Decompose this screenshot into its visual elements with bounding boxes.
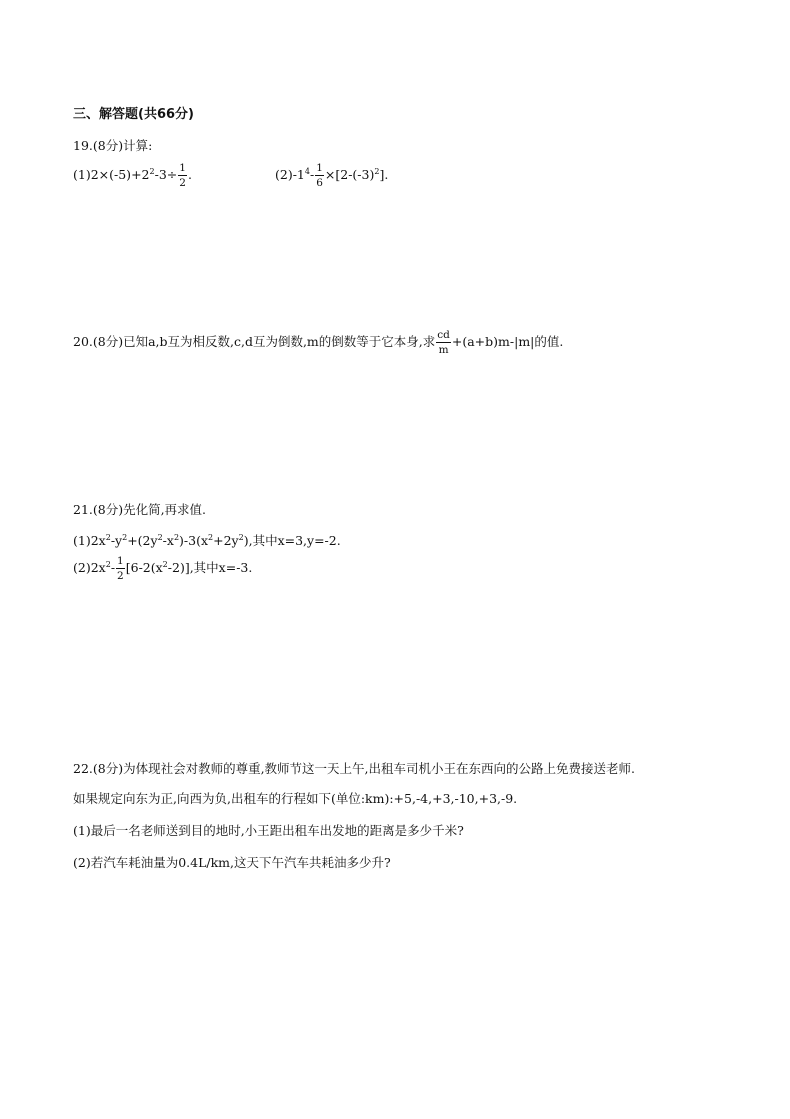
question-21-part-1: $(1)2x^2-y^2+(2y^2-x^2)-3(x^2+2y^2)$,其中x=3,y=-2. [73,533,341,548]
fraction: $\frac{1}{2}$ [117,555,124,582]
question-22-part-1: (1)最后一名老师送到目的地时,小王距出租车出发地的距离是多少千米? [73,823,464,838]
question-20: 20.(8分)已知a,b互为相反数,c,d互为倒数,m的倒数等于它本身,求 $\frac{cd}{m}$ +(a+b)m-|m|的值. [73,329,564,356]
fraction: $\frac{1}{6}$ [316,162,323,189]
question-19-part-2: $(2)-1^4-$ $\frac{1}{6}$ $\times[2-(-3)^2]$. [275,162,389,189]
question-19-heading: 19.(8分)计算: [73,138,153,153]
question-22-part-2: (2)若汽车耗油量为0.4L/km,这天下午汽车共耗油多少升? [73,855,391,870]
question-22-line-1: 22.(8分)为体现社会对教师的尊重,教师节这一天上午,出租车司机小王在东西向的公路上免费接送老师. [73,761,636,776]
fraction: $\frac{1}{2}$ [179,162,186,189]
question-21-heading: 21.(8分)先化简,再求值. [73,502,207,517]
question-19-part-1: $(1)2\times(-5)+2^2-3\div$ $\frac{1}{2}$ . [73,162,192,189]
question-22-line-2: 如果规定向东为正,向西为负,出租车的行程如下(单位:km):+5,-4,+3,-10,+3,-9. [73,791,518,806]
fraction: $\frac{cd}{m}$ [437,329,450,356]
section-title: 三、解答题(共66分) [73,107,194,122]
question-21-part-2: $(2)2x^2-$ $\frac{1}{2}$ $[6-2(x^2-2)]$,其中x=-3. [73,555,253,582]
